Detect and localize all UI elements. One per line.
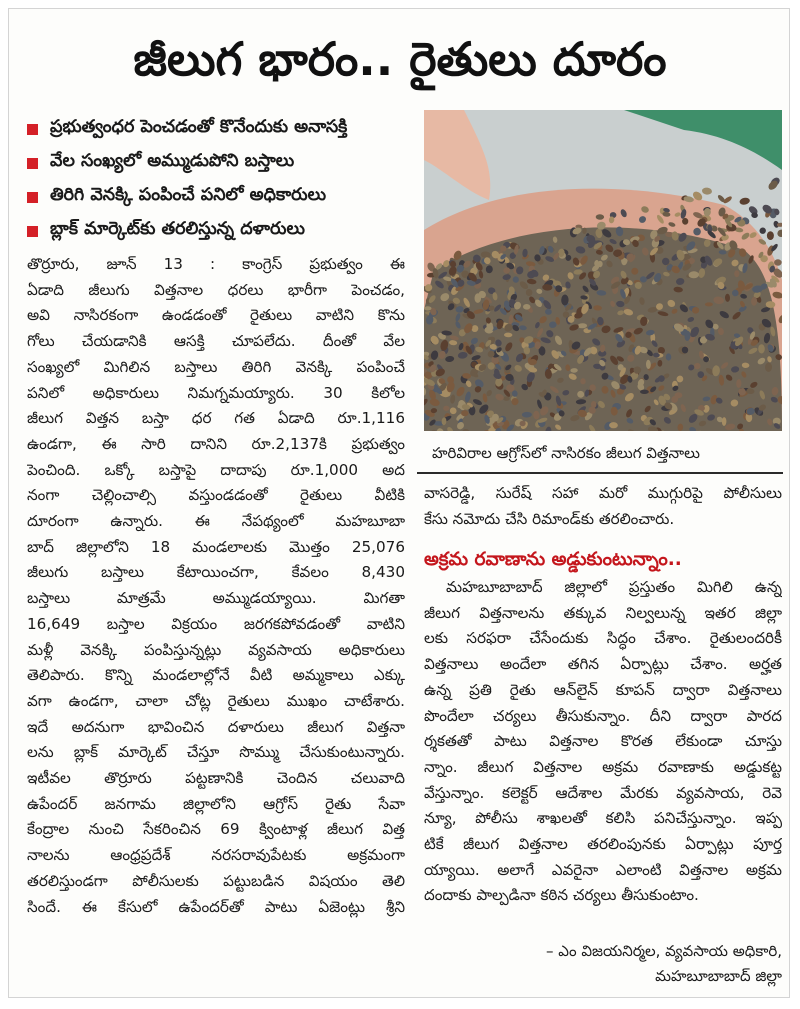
- body-line: పొందేలా చర్యలు తీసుకున్నాం. దీని ద్వారా పారద: [424, 706, 782, 725]
- body-line: ఏడాది జీలుగు విత్తనాల ధరలు భారీగా పెంచడం,: [27, 280, 405, 299]
- body-line: న్యూ, పోలీసు శాఖలతో కలిసి పనిచేస్తున్నాం. ఇప్ప: [424, 809, 782, 828]
- body-line: మహబూబాబాద్ జిల్లాలో ప్రస్తుతం మిగిలి ఉన్న: [446, 578, 782, 596]
- article-body-right-continued: [424, 481, 782, 532]
- body-line: మళ్లీ వెనక్కి పంపిస్తున్నట్లు వ్యవసాయ అధికారులు: [27, 640, 405, 659]
- bullet-item: [27, 112, 417, 146]
- photo-caption: హరివిరాల ఆగ్రోస్‌లో నాసిరకం జీలుగ విత్తనాలు: [432, 444, 700, 462]
- body-line: నంగా చెల్లించాల్సి వస్తుండడంతో రైతులు వీటికి: [27, 486, 405, 505]
- seed-mark: [640, 390, 649, 394]
- body-line: దందాకు పాల్పడినా కఠిన చర్యలు తీసుకుంటాం.: [424, 886, 699, 905]
- seeds-in-hand-image: [424, 110, 782, 431]
- seeds-photo: [424, 110, 782, 431]
- seed-mark: [666, 353, 672, 360]
- body-line: తెలిపారు. కొన్ని మండలాల్లోనే వీటి అమ్మకాలు ఎక్కు: [27, 666, 405, 685]
- body-line: ఇదే అదనుగా భావించిన దళారులు జీలుగ విత్తనా: [27, 717, 405, 736]
- bullet-square-icon: [27, 124, 38, 135]
- bullet-square-icon: [27, 226, 38, 237]
- seed-mark: [503, 396, 510, 401]
- subheading: అక్రమ రవాణాను అడ్డుకుంటున్నాం..: [424, 549, 682, 570]
- body-line: వగా ఉండగా, చాలా చోట్ల రైతులు ముఖం చాటేశారు.: [27, 691, 405, 710]
- body-line: దూరంగా ఉన్నారు. ఈ నేపథ్యంలో మహబూబా: [27, 512, 405, 531]
- body-line: పెంచింది. ఒక్కో బస్తాపై దాదాపు రూ.1,000 అద: [27, 460, 405, 479]
- body-line: లను బ్లాక్ మార్కెట్ చేస్తూ సొమ్ము చేసుకుంటున్నారు.: [27, 743, 405, 762]
- article-body-left: [27, 252, 405, 920]
- body-line: వాసరెడ్డి, సురేష్ సహా మరో ముగ్గురిపై పోలీసులు: [424, 484, 782, 502]
- headline: జీలుగ భారం.. రైతులు దూరం: [133, 32, 667, 86]
- body-line: కేసు నమోదు చేసి రిమాండ్‌కు తరలించారు.: [424, 509, 675, 528]
- body-line: జీలుగు బస్తాలు కేటాయించగా, కేవలం 8,430: [27, 563, 405, 582]
- body-line: జీలుగ విత్తన బస్తా ధర గత ఏడాది రూ.1,116: [27, 409, 405, 428]
- body-line: బస్తాలు మాత్రమే అమ్ముడయ్యాయి. మిగతా: [27, 589, 405, 608]
- body-line: లకు సరఫరా చేసేందుకు సిద్ధం చేశాం. రైతులందరికీ: [424, 629, 782, 648]
- seed-mark: [424, 306, 431, 310]
- official-signature: [424, 939, 782, 989]
- bullet-square-icon: [27, 192, 38, 203]
- body-line: ఇటీవల తొర్రూరు పట్టణానికి చెందిన చలువాది: [27, 769, 405, 788]
- body-line: ఉన్న ప్రతి రైతు ఆన్‌లైన్ కూపన్ ద్వారా విత్తనాలు: [424, 680, 782, 699]
- body-line: 16,649 బస్తాల విక్రయం జరగకపోవడంతో వాటిని: [27, 614, 405, 633]
- signature-district: మహబూబాబాద్ జిల్లా: [655, 967, 782, 985]
- bullet-text: బ్లాక్ మార్కెట్‌కు తరలిస్తున్న దళారులు: [50, 219, 305, 239]
- body-line: వేస్తున్నాం. కలెక్టర్ ఆదేశాల మేరకు వ్యవసాయ, రెవె: [424, 783, 782, 802]
- body-line: సిందే. ఈ కేసులో ఉపేందర్‌తో పాటు ఏజెంట్లు శ్రీని: [27, 897, 405, 916]
- body-line: జీలుగ విత్తనాలను తక్కువ నిల్వలున్న ఇతర జిల్లా: [424, 603, 782, 622]
- body-line: తరలిస్తుండగా పోలీసులకు పట్టుబడిన విషయం తెలి: [27, 871, 405, 890]
- caption-divider: [417, 472, 783, 474]
- bullet-item: [27, 180, 417, 214]
- body-line: ఉండగా, ఈ సారి దానిని రూ.2,137కి ప్రభుత్వం: [27, 434, 405, 453]
- body-line: విత్తనాలు అందేలా తగిన ఏర్పాట్లు చేశాం. అర్హత: [424, 655, 782, 674]
- body-line: తొర్రూరు, జూన్ 13 : కాంగ్రెస్ ప్రభుత్వం ఈ: [27, 255, 405, 273]
- body-line: న్నాం. జీలుగ విత్తనాల అక్రమ రవాణాకు అడ్డుకట్ట: [424, 757, 782, 776]
- official-quote-body: [424, 575, 782, 909]
- signature-name: – ఎం విజయనిర్మల, వ్యవసాయ అధికారి,: [546, 942, 782, 960]
- newspaper-clipping: [8, 8, 790, 998]
- body-line: బాద్ జిల్లాలోని 18 మండలాలకు మొత్తం 25,076: [27, 537, 405, 556]
- body-line: టికే జీలుగ విత్తనాల తరలింపునకు ఏర్పాట్లు పూర్త: [424, 835, 782, 854]
- body-line: ఉపేందర్ జనగామ జిల్లాలోని ఆగ్రోస్ రైతు సేవా: [27, 794, 405, 813]
- body-line: అవి నాసిరకంగా ఉండడంతో రైతులు వాటిని కొను: [27, 306, 405, 325]
- bullet-text: తిరిగి వెనక్కి పంపించే పనిలో అధికారులు: [50, 185, 327, 205]
- body-line: కేంద్రాల నుంచి సేకరించిన 69 క్వింటాళ్ల జీలుగ విత్త: [27, 820, 405, 839]
- body-line: పనిలో అధికారులు నిమగ్నమయ్యారు. 30 కిలోల: [27, 383, 405, 402]
- bullet-text: వేల సంఖ్యలో అమ్ముడుపోని బస్తాలు: [50, 151, 295, 171]
- body-line: య్యాయి. అలాగే ఎవరైనా ఎలాంటి విత్తనాల అక్రమ: [424, 860, 782, 879]
- body-line: సంఖ్యలో మిగిలిన బస్తాలు తిరిగి వెనక్కి పంపించే: [27, 357, 405, 376]
- body-line: నాలను ఆంధ్రప్రదేశ్ నరసరావుపేటకు అక్రమంగా: [27, 846, 405, 865]
- body-line: గోలు చేయడానికి ఆసక్తి చూపలేదు. దీంతో వేల: [27, 332, 405, 351]
- bullet-square-icon: [27, 158, 38, 169]
- body-line: ర్శకతతో పాటు విత్తనాల కొరత లేకుండా చూస్తు: [424, 732, 782, 751]
- seed-mark: [758, 344, 765, 353]
- bullet-item: [27, 214, 417, 248]
- seed-mark: [767, 231, 774, 240]
- bullet-list: [27, 112, 417, 248]
- bullet-text: ప్రభుత్వంధర పెంచడంతో కొనేందుకు అనాసక్తి: [50, 117, 348, 137]
- bullet-item: [27, 146, 417, 180]
